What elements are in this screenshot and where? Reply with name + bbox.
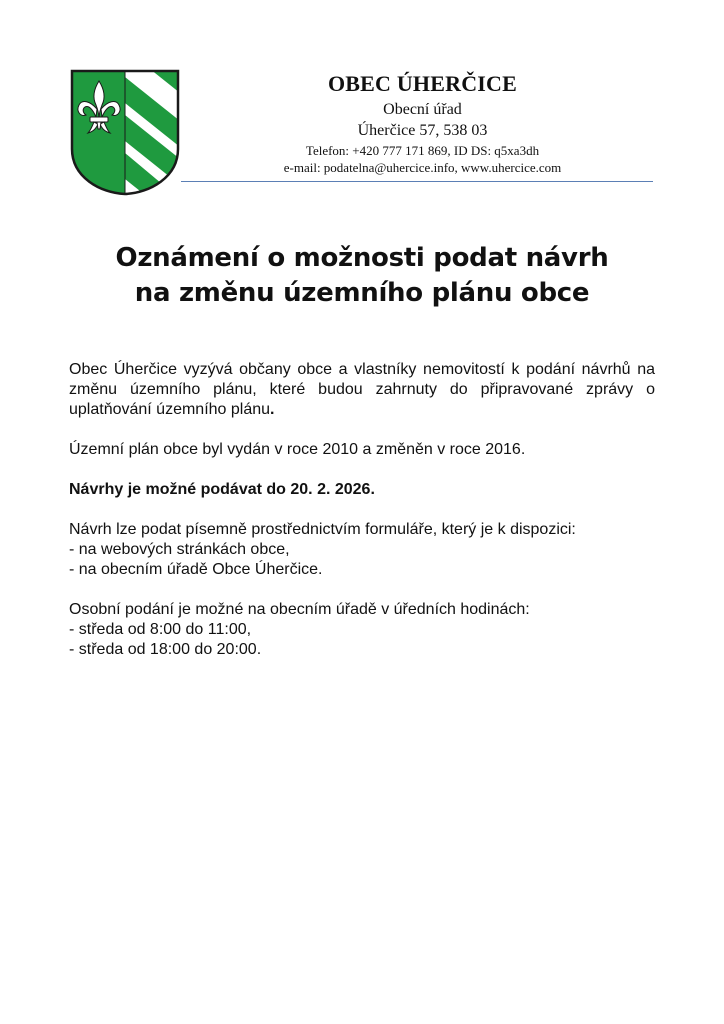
office-name: Obecní úřad [383, 101, 462, 118]
notice-body [69, 360, 655, 660]
phone-line: Telefon: +420 777 171 869, ID DS: q5xa3dh [305, 143, 540, 158]
page-title [62, 241, 662, 311]
intro-period: . [270, 401, 275, 418]
org-name: OBEC ÚHERČICE [327, 71, 518, 96]
coat-of-arms-icon [70, 69, 180, 196]
intro-paragraph [69, 360, 655, 420]
title-line-1: Oznámení o možnosti podat návrh [115, 243, 609, 273]
plan-issued-paragraph: Územní plán obce byl vydán v roce 2010 a změněn v roce 2016. [69, 441, 526, 458]
email-line: e-mail: podatelna@uhercice.info, www.uhercice.com [283, 160, 562, 175]
title-line-2: na změnu územního plánu obce [134, 278, 590, 308]
hours-evening: - středa od 18:00 do 20:00. [69, 641, 262, 658]
header-divider [181, 181, 653, 182]
form-option-web: - na webových stránkách obce, [69, 541, 290, 558]
deadline-paragraph: Návrhy je možné podávat do 20. 2. 2026. [69, 481, 375, 498]
hours-intro: Osobní podání je možné na obecním úřadě v úředních hodinách: [69, 601, 530, 618]
intro-text: Obec Úherčice vyzývá občany obce a vlastníky nemovitostí k podání návrhů na změnu územního plánu, které budou zahrnuty do připravované zprávy o uplatňování územního plánu [69, 361, 655, 418]
hours-morning: - středa od 8:00 do 11:00, [69, 621, 252, 638]
form-option-office: - na obecním úřadě Obce Úherčice. [69, 561, 323, 578]
letterhead [230, 70, 615, 176]
form-intro: Návrh lze podat písemně prostřednictvím formuláře, který je k dispozici: [69, 521, 576, 538]
address: Úherčice 57, 538 03 [357, 122, 488, 139]
